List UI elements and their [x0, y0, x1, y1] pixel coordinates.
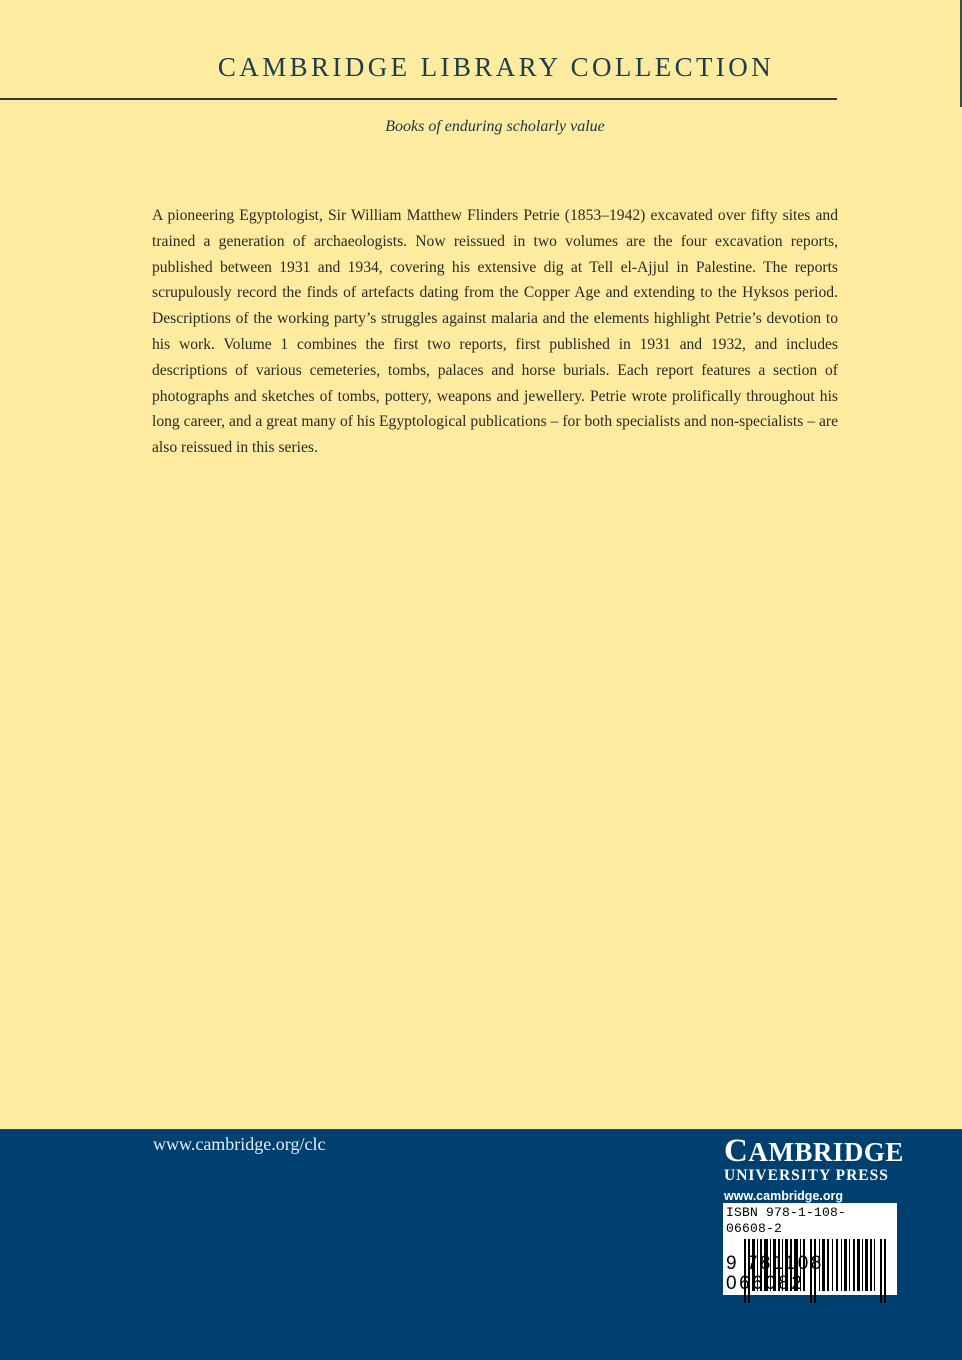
isbn-barcode: [723, 1203, 897, 1295]
isbn-label: ISBN 978-1-108-06608-2: [726, 1205, 847, 1236]
footer-band: [0, 1129, 962, 1360]
publisher-logo: [724, 1133, 904, 1203]
publisher-website-link[interactable]: www.cambridge.org: [724, 1189, 844, 1203]
publisher-subtitle: UNIVERSITY PRESS: [724, 1167, 889, 1184]
publisher-name: [724, 1133, 904, 1169]
publisher-name-initial: C: [724, 1133, 749, 1169]
series-url-link[interactable]: www.cambridge.org/clc: [153, 1134, 326, 1154]
book-description: A pioneering Egyptologist, Sir William Matthew Flinders Petrie (1853–1942) excavated over fifty sites and trained a generation of archaeologists. Now reissued in two volumes are the four excavation reports, published between 1931 and 1934, covering his extensive dig at Tell el-Ajjul in Palestine. The reports scrupulously record the finds of artefacts dating from the Copper Age and extending to the Hyksos period. Descriptions of the working party’s struggles against malaria and the elements highlight Petrie’s devotion to his work. Volume 1 combines the first two reports, first published in 1931 and 1932, and includes descriptions of various cemeteries, tombs, palaces and horse burials. Each report features a section of photographs and sketches of tombs, pottery, weapons and jewellery. Petrie wrote prolifically throughout his long career, and a great many of his Egyptological publications – for both specialists and non-specialists – are also reissued in this series.: [152, 207, 838, 457]
barcode-digits: 9 781108 066082: [726, 1253, 824, 1294]
series-title: CAMBRIDGE LIBRARY COLLECTION: [217, 52, 775, 82]
series-tagline: Books of enduring scholarly value: [385, 118, 605, 135]
publisher-name-rest: AMBRIDGE: [748, 1137, 904, 1167]
title-divider: [0, 98, 837, 100]
